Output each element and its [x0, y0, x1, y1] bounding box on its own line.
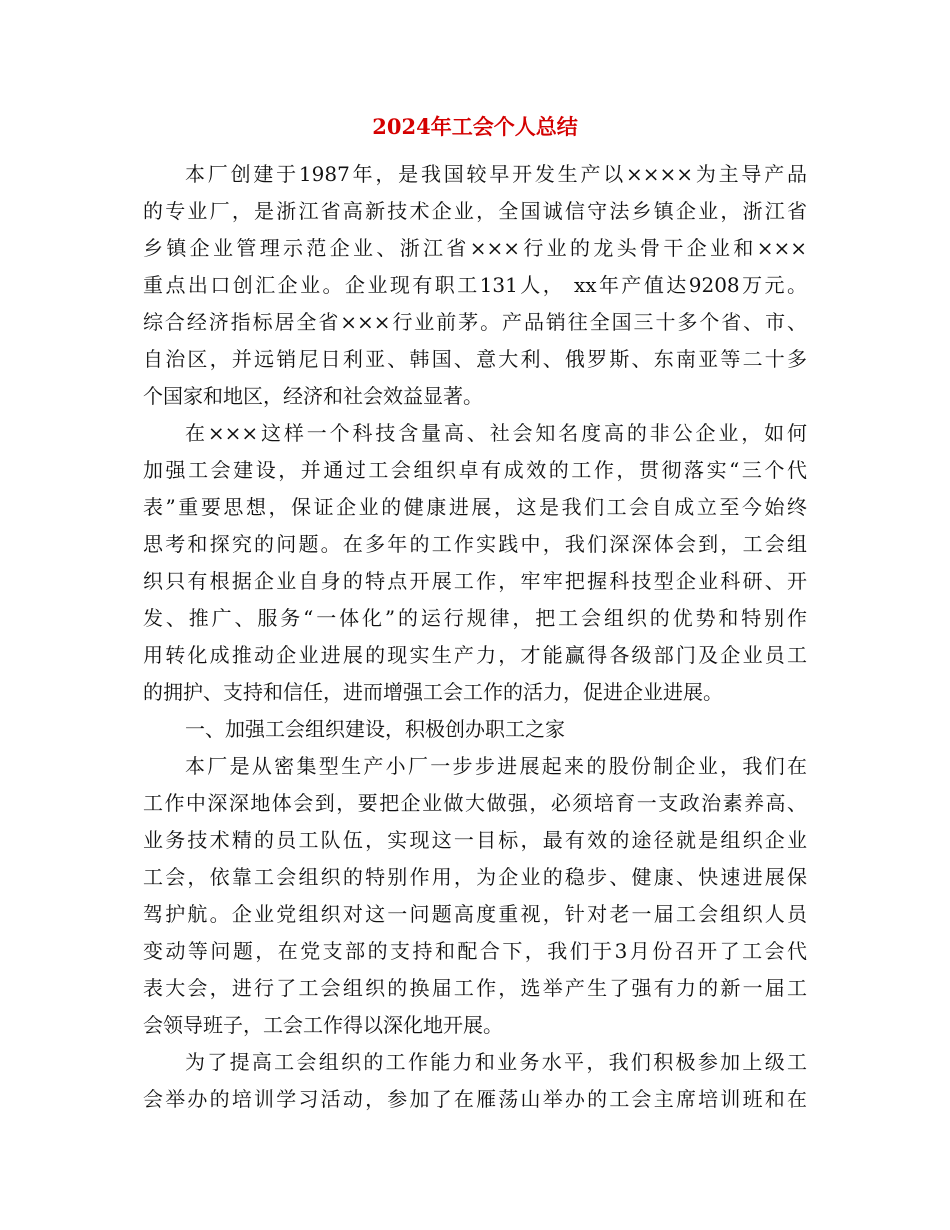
- document-title: 2024年工会个人总结: [372, 114, 578, 139]
- text-line: 的拥护、支持和信任，进而增强工会工作的活力，促进企业进展。: [143, 680, 723, 704]
- document-body: [143, 156, 807, 1118]
- text-line: 乡镇企业管理示范企业、浙江省×××行业的龙头骨干企业和×××: [143, 236, 807, 260]
- text-line: 加强工会建设，并通过工会组织卓有成效的工作，贯彻落实“三个代: [143, 458, 807, 482]
- text-line: 重点出口创汇企业。企业现有职工131人， xx年产值达9208万元。: [143, 273, 807, 297]
- text-line: 在×××这样一个科技含量高、社会知名度高的非公企业，如何: [185, 421, 807, 445]
- text-line: 综合经济指标居全省×××行业前茅。产品销往全国三十多个省、市、: [143, 310, 807, 334]
- text-line: 自治区，并远销尼日利亚、韩国、意大利、俄罗斯、东南亚等二十多: [143, 347, 807, 371]
- text-line: 个国家和地区，经济和社会效益显著。: [143, 384, 483, 408]
- text-line: 发、推广、服务“一体化”的运行规律，把工会组织的优势和特别作: [143, 606, 807, 630]
- paragraph-training: [143, 1044, 807, 1118]
- text-line: 工会，依靠工会组织的特别作用，为企业的稳步、健康、快速进展保: [143, 865, 807, 889]
- text-line: 表大会，进行了工会组织的换届工作，选举产生了强有力的新一届工: [143, 976, 807, 1000]
- text-line: 为了提高工会组织的工作能力和业务水平，我们积极参加上级工: [185, 1050, 807, 1074]
- text-line: 思考和探究的问题。在多年的工作实践中，我们深深体会到，工会组: [143, 532, 807, 556]
- section-heading: [143, 711, 807, 748]
- text-line: 织只有根据企业自身的特点开展工作，牢牢把握科技型企业科研、开: [143, 569, 807, 593]
- paragraph-union-building: [143, 748, 807, 1044]
- text-line: 会举办的培训学习活动，参加了在雁荡山举办的工会主席培训班和在: [143, 1087, 807, 1111]
- text-line: 业务技术精的员工队伍，实现这一目标，最有效的途径就是组织企业: [143, 828, 807, 852]
- text-line: 本厂是从密集型生产小厂一步步进展起来的股份制企业，我们在: [185, 754, 807, 778]
- text-line: 用转化成推动企业进展的现实生产力，才能赢得各级部门及企业员工: [143, 643, 807, 667]
- text-line: 变动等问题，在党支部的支持和配合下，我们于3月份召开了工会代: [143, 939, 807, 963]
- text-line: 的专业厂，是浙江省高新技术企业，全国诚信守法乡镇企业，浙江省: [143, 199, 807, 223]
- section-heading-text: 一、加强工会组织建设，积极创办职工之家: [185, 717, 565, 741]
- text-line: 驾护航。企业党组织对这一问题高度重视，针对老一届工会组织人员: [143, 902, 807, 926]
- paragraph-company-intro: [143, 156, 807, 415]
- text-line: 表”重要思想，保证企业的健康进展，这是我们工会自成立至今始终: [143, 495, 807, 519]
- text-line: 会领导班子，工会工作得以深化地开展。: [143, 1013, 503, 1037]
- paragraph-union-role: [143, 415, 807, 711]
- text-line: 工作中深深地体会到，要把企业做大做强，必须培育一支政治素养高、: [143, 791, 807, 815]
- text-line: 本厂创建于1987年，是我国较早开发生产以××××为主导产品: [185, 162, 807, 186]
